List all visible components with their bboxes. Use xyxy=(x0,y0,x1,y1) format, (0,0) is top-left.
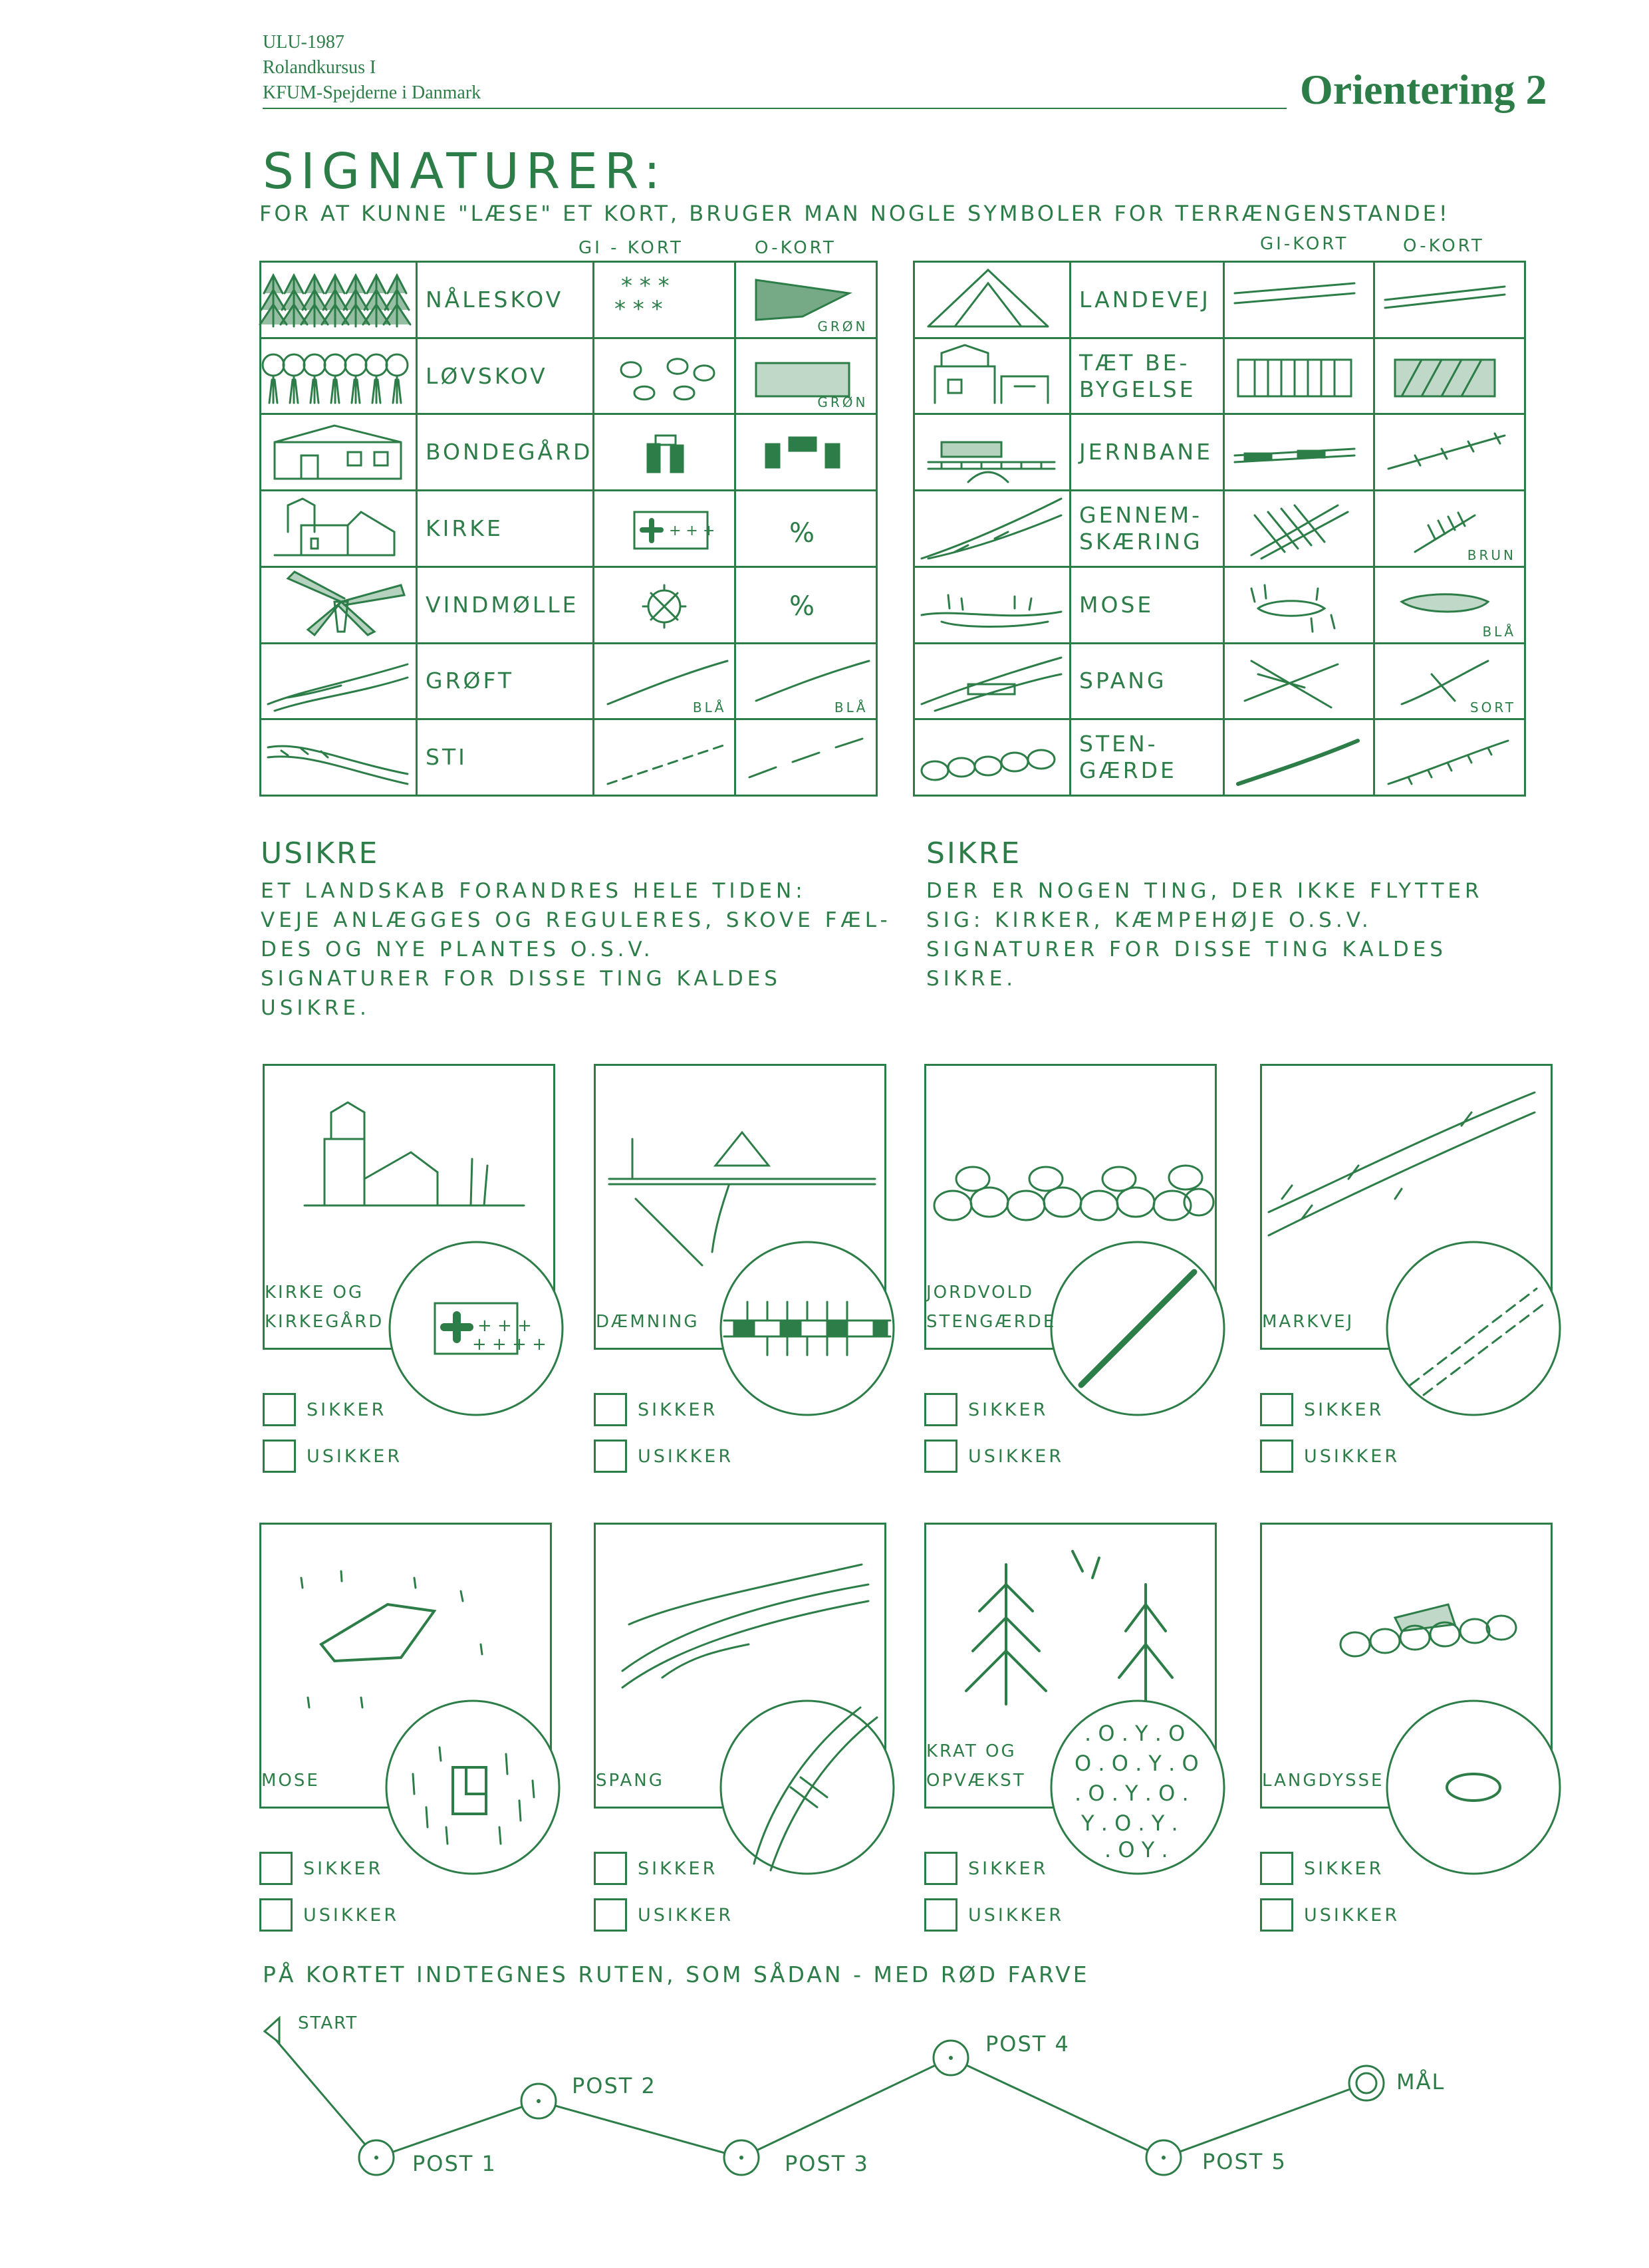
o-map-symbol xyxy=(736,724,876,791)
picture-cell xyxy=(914,567,1071,643)
checkbox-label: SIKKER xyxy=(1304,1399,1384,1420)
quiz-label-line: KIRKE OG xyxy=(265,1283,364,1303)
svg-text:. O . Y . O: . O . Y . O xyxy=(1084,1721,1186,1746)
symbol-label: VINDMØLLE xyxy=(426,591,579,618)
label-cell xyxy=(1071,567,1224,643)
gi-symbol-cell xyxy=(594,643,735,719)
sikker-checkbox-option[interactable] xyxy=(1260,1393,1384,1426)
picture-icon xyxy=(915,568,1069,642)
usikre-line: ET LANDSKAB FORANDRES HELE TIDEN: xyxy=(261,879,807,903)
post-marker xyxy=(1146,2140,1181,2175)
left-col-header-gi: GI - KORT xyxy=(578,238,684,258)
o-color-note: GRØN xyxy=(817,394,868,411)
goal-marker xyxy=(1349,2066,1384,2100)
checkbox[interactable] xyxy=(1260,1393,1293,1426)
symbol-row xyxy=(914,719,1525,796)
intro-text: FOR AT KUNNE "LÆSE" ET KORT, BRUGER MAN NOGLE SYMBOLER FOR TERRÆNGENSTANDE! xyxy=(259,201,1450,226)
o-symbol-cell xyxy=(735,719,877,796)
checkbox-label: USIKKER xyxy=(1304,1446,1400,1467)
checkbox-label: USIKKER xyxy=(303,1904,400,1926)
sikre-line: SIG: KIRKER, KÆMPEHØJE O.S.V. xyxy=(926,908,1372,932)
route-post-label: POST 1 xyxy=(412,2151,497,2176)
symbol-row xyxy=(261,262,877,338)
svg-text:+ + +: + + + xyxy=(669,522,715,539)
gi-symbol-cell xyxy=(1223,567,1374,643)
picture-cell xyxy=(914,643,1071,719)
checkbox-label: SIKKER xyxy=(968,1858,1049,1879)
route-post-label: POST 3 xyxy=(785,2151,869,2176)
gi-symbol-cell xyxy=(594,567,735,643)
o-color-note: SORT xyxy=(1469,699,1516,716)
checkbox-label: SIKKER xyxy=(638,1858,718,1879)
o-symbol-cell xyxy=(1374,414,1525,491)
quiz-label-line: MOSE xyxy=(261,1771,320,1791)
quiz-item-label xyxy=(261,1766,320,1795)
gi-symbol-cell xyxy=(594,338,735,414)
symbol-label: TÆT BE- BYGELSE xyxy=(1079,349,1196,402)
picture-cell xyxy=(914,719,1071,796)
checkbox-label: SIKKER xyxy=(968,1399,1049,1420)
gi-color-note: BLÅ xyxy=(692,699,727,716)
o-symbol-cell xyxy=(735,414,877,491)
svg-text:* * *: * * * xyxy=(621,272,670,299)
label-cell xyxy=(417,262,594,338)
checkbox-label: USIKKER xyxy=(1304,1904,1400,1926)
picture-icon xyxy=(915,263,1069,336)
checkbox[interactable] xyxy=(259,1852,293,1885)
symbol-row xyxy=(261,719,877,796)
sikker-checkbox-option[interactable] xyxy=(924,1852,1048,1885)
picture-icon xyxy=(261,340,416,413)
usikker-checkbox-option[interactable] xyxy=(1260,1440,1400,1473)
label-cell xyxy=(417,338,594,414)
label-cell xyxy=(1071,491,1224,567)
gi-symbol-cell xyxy=(1223,643,1374,719)
gi-map-symbol xyxy=(594,343,734,410)
o-map-symbol xyxy=(1375,267,1515,333)
sikker-checkbox-option[interactable] xyxy=(259,1852,383,1885)
symbol-row xyxy=(914,262,1525,338)
page-title: Orientering 2 xyxy=(1300,66,1547,113)
label-cell xyxy=(417,567,594,643)
o-symbol-cell xyxy=(1374,643,1525,719)
symbol-label: BONDEGÅRD xyxy=(426,439,593,465)
sikker-checkbox-option[interactable] xyxy=(594,1393,717,1426)
gi-map-symbol xyxy=(1225,572,1364,638)
picture-icon xyxy=(261,416,416,489)
label-cell xyxy=(1071,414,1224,491)
symbol-table-right xyxy=(913,261,1526,797)
symbol-label: MOSE xyxy=(1079,591,1154,618)
symbol-label: STEN- GÆRDE xyxy=(1079,731,1177,784)
gi-symbol-cell xyxy=(1223,719,1374,796)
picture-icon xyxy=(261,492,416,565)
symbol-table-left xyxy=(259,261,878,797)
svg-text:* * *: * * * xyxy=(614,295,664,322)
checkbox-label: USIKKER xyxy=(638,1904,734,1926)
svg-text:+ + +: + + + xyxy=(477,1316,532,1336)
left-col-header-o: O-KORT xyxy=(755,238,836,258)
usikker-checkbox-option[interactable] xyxy=(263,1440,402,1473)
symbol-label: KIRKE xyxy=(426,515,503,541)
right-col-header-o: O-KORT xyxy=(1403,236,1485,256)
label-cell xyxy=(1071,643,1224,719)
symbol-label: STI xyxy=(426,744,467,771)
gi-symbol-cell xyxy=(1223,491,1374,567)
gi-symbol-cell xyxy=(1223,338,1374,414)
usikre-text xyxy=(261,876,892,1023)
usikker-checkbox-option[interactable] xyxy=(1260,1898,1400,1932)
label-cell xyxy=(417,491,594,567)
o-color-note: BLÅ xyxy=(1482,623,1516,640)
symbol-row xyxy=(914,338,1525,414)
quiz-item-label xyxy=(926,1737,1026,1795)
sikker-checkbox-option[interactable] xyxy=(924,1393,1048,1426)
symbol-row xyxy=(914,643,1525,719)
symbol-label: LANDEVEJ xyxy=(1079,286,1211,313)
picture-icon xyxy=(915,416,1069,489)
o-symbol-cell xyxy=(735,338,877,414)
quiz-label-line: DÆMNING xyxy=(596,1312,699,1332)
quiz-label-line: MARKVEJ xyxy=(1262,1312,1354,1332)
picture-icon xyxy=(915,644,1069,717)
symbol-row xyxy=(914,567,1525,643)
o-symbol-cell xyxy=(1374,262,1525,338)
checkbox[interactable] xyxy=(594,1852,627,1885)
o-symbol-cell xyxy=(1374,567,1525,643)
sikker-checkbox-option[interactable] xyxy=(263,1393,386,1426)
header-line-organization: KFUM-Spejderne i Danmark xyxy=(263,82,481,103)
picture-cell xyxy=(261,719,417,796)
gi-map-symbol xyxy=(1225,495,1364,562)
sikre-text xyxy=(926,876,1483,993)
route-line xyxy=(271,2035,1366,2158)
checkbox-label: USIKKER xyxy=(968,1446,1065,1467)
o-color-note: BLÅ xyxy=(834,699,868,716)
quiz-item-label xyxy=(596,1307,699,1336)
gi-map-symbol xyxy=(1225,343,1364,410)
usikre-line: VEJE ANLÆGGES OG REGULERES, SKOVE FÆL- xyxy=(261,908,892,932)
usikre-title: USIKRE xyxy=(261,836,380,870)
quiz-item-label xyxy=(265,1278,384,1336)
o-color-note: BRUN xyxy=(1467,547,1516,563)
route-instruction: PÅ KORTET INDTEGNES RUTEN, SOM SÅDAN - MED RØD FARVE xyxy=(263,1961,1090,1987)
checkbox-label: SIKKER xyxy=(303,1858,384,1879)
gi-symbol-cell xyxy=(594,414,735,491)
route-post-label: POST 4 xyxy=(985,2031,1070,2057)
quiz-item-label xyxy=(1262,1307,1354,1336)
label-cell xyxy=(417,414,594,491)
sikre-title: SIKRE xyxy=(926,836,1022,870)
usikker-checkbox-option[interactable] xyxy=(259,1898,399,1932)
usikre-line: SIGNATURER FOR DISSE TING KALDES xyxy=(261,967,781,991)
label-cell xyxy=(1071,338,1224,414)
header-meta xyxy=(263,30,481,106)
symbol-row xyxy=(914,491,1525,567)
header-line-course-code: ULU-1987 xyxy=(263,32,344,53)
picture-icon xyxy=(261,263,416,336)
label-cell xyxy=(417,643,594,719)
quiz-label-line: STENGÆRDE xyxy=(926,1312,1057,1332)
checkbox[interactable] xyxy=(594,1898,627,1932)
o-symbol-cell xyxy=(1374,338,1525,414)
checkbox[interactable] xyxy=(924,1440,957,1473)
symbol-label: SPANG xyxy=(1079,668,1167,694)
symbol-label: NÅLESKOV xyxy=(426,286,564,313)
usikker-checkbox-option[interactable] xyxy=(924,1898,1064,1932)
o-symbol-cell xyxy=(735,262,877,338)
symbol-label: GRØFT xyxy=(426,668,515,694)
gi-symbol-cell xyxy=(594,491,735,567)
main-heading: SIGNATURER: xyxy=(263,143,667,200)
sikre-line: SIKRE. xyxy=(926,967,1017,991)
checkbox-label: SIKKER xyxy=(638,1399,718,1420)
gi-map-symbol xyxy=(1225,419,1364,485)
label-cell xyxy=(1071,719,1224,796)
checkbox[interactable] xyxy=(263,1440,296,1473)
picture-cell xyxy=(261,262,417,338)
post-marker xyxy=(934,2041,968,2075)
usikker-checkbox-option[interactable] xyxy=(594,1898,733,1932)
o-map-symbol xyxy=(736,495,876,562)
gi-map-symbol xyxy=(594,419,734,485)
quiz-label-line: SPANG xyxy=(596,1771,664,1791)
checkbox[interactable] xyxy=(924,1898,957,1932)
symbol-label: LØVSKOV xyxy=(426,362,548,389)
gi-symbol-cell xyxy=(1223,262,1374,338)
gi-symbol-cell xyxy=(594,719,735,796)
sikre-line: SIGNATURER FOR DISSE TING KALDES xyxy=(926,938,1447,961)
quiz-label-line: KIRKEGÅRD xyxy=(265,1312,384,1332)
route-post-label: POST 2 xyxy=(572,2073,656,2098)
picture-cell xyxy=(261,643,417,719)
checkbox[interactable] xyxy=(924,1393,957,1426)
svg-text:. O Y .: . O Y . xyxy=(1104,1837,1168,1862)
picture-cell xyxy=(261,414,417,491)
checkbox[interactable] xyxy=(924,1852,957,1885)
checkbox-label: USIKKER xyxy=(968,1904,1065,1926)
sikre-line: DER ER NOGEN TING, DER IKKE FLYTTER xyxy=(926,879,1483,903)
quiz-item-label xyxy=(926,1278,1056,1336)
quiz-label-line: OPVÆKST xyxy=(926,1771,1026,1791)
gi-map-symbol xyxy=(594,572,734,638)
svg-text:%: % xyxy=(789,590,815,622)
svg-text:+ + + +: + + + + xyxy=(472,1334,547,1354)
checkbox[interactable] xyxy=(1260,1852,1293,1885)
checkbox[interactable] xyxy=(594,1393,627,1426)
o-symbol-cell xyxy=(1374,491,1525,567)
picture-cell xyxy=(914,491,1071,567)
route-post-label: POST 5 xyxy=(1202,2149,1287,2174)
quiz-label-line: JORDVOLD xyxy=(926,1283,1035,1303)
checkbox-label: USIKKER xyxy=(307,1446,403,1467)
gi-map-symbol xyxy=(1225,648,1364,714)
label-cell xyxy=(417,719,594,796)
gi-map-symbol xyxy=(594,495,734,562)
svg-text:%: % xyxy=(789,517,815,549)
o-color-note: GRØN xyxy=(817,318,868,334)
o-map-symbol xyxy=(736,419,876,485)
picture-icon xyxy=(261,568,416,642)
picture-icon xyxy=(915,492,1069,565)
symbol-label: GENNEM- SKÆRING xyxy=(1079,501,1203,555)
o-symbol-cell xyxy=(735,567,877,643)
right-col-header-gi: GI-KORT xyxy=(1260,234,1349,254)
symbol-row xyxy=(914,414,1525,491)
o-map-symbol xyxy=(1375,419,1515,485)
picture-icon xyxy=(915,721,1069,794)
gi-map-symbol xyxy=(594,724,734,791)
checkbox[interactable] xyxy=(259,1898,293,1932)
usikre-line: USIKRE. xyxy=(261,996,370,1020)
picture-cell xyxy=(914,338,1071,414)
header-rule xyxy=(263,108,1287,109)
checkbox[interactable] xyxy=(1260,1898,1293,1932)
sikker-checkbox-option[interactable] xyxy=(1260,1852,1384,1885)
post-marker xyxy=(359,2140,394,2175)
sikker-checkbox-option[interactable] xyxy=(594,1852,717,1885)
symbol-row xyxy=(261,414,877,491)
svg-text:. O . Y . O .: . O . Y . O . xyxy=(1075,1781,1189,1806)
quiz-label-line: KRAT OG xyxy=(926,1741,1017,1761)
picture-cell xyxy=(914,262,1071,338)
picture-cell xyxy=(261,491,417,567)
svg-text:O . O . Y . O: O . O . Y . O xyxy=(1075,1751,1199,1776)
picture-cell xyxy=(914,414,1071,491)
checkbox-label: SIKKER xyxy=(1304,1858,1384,1879)
symbol-label: JERNBANE xyxy=(1079,439,1213,465)
checkbox[interactable] xyxy=(263,1393,296,1426)
quiz-label-line: LANGDYSSE xyxy=(1262,1771,1384,1791)
svg-text:Y . O . Y .: Y . O . Y . xyxy=(1081,1811,1178,1836)
picture-icon xyxy=(915,340,1069,413)
checkbox-label: USIKKER xyxy=(638,1446,734,1467)
symbol-row xyxy=(261,567,877,643)
gi-symbol-cell xyxy=(594,262,735,338)
gi-map-symbol xyxy=(1225,724,1364,791)
usikre-line: DES OG NYE PLANTES O.S.V. xyxy=(261,938,654,961)
gi-symbol-cell xyxy=(1223,414,1374,491)
checkbox-label: SIKKER xyxy=(307,1399,387,1420)
picture-cell xyxy=(261,338,417,414)
checkbox[interactable] xyxy=(594,1440,627,1473)
header-line-course-name: Rolandkursus I xyxy=(263,57,376,78)
o-symbol-cell xyxy=(735,491,877,567)
o-map-symbol xyxy=(1375,724,1515,791)
o-map-symbol xyxy=(1375,343,1515,410)
gi-map-symbol xyxy=(594,267,734,333)
picture-icon xyxy=(261,721,416,794)
picture-icon xyxy=(261,644,416,717)
symbol-row xyxy=(261,643,877,719)
start-triangle-marker xyxy=(265,2018,279,2043)
usikker-checkbox-option[interactable] xyxy=(594,1440,733,1473)
o-symbol-cell xyxy=(735,643,877,719)
checkbox[interactable] xyxy=(1260,1440,1293,1473)
o-symbol-cell xyxy=(1374,719,1525,796)
quiz-item-label xyxy=(1262,1766,1384,1795)
label-cell xyxy=(1071,262,1224,338)
post-marker xyxy=(521,2084,556,2118)
route-goal-label: MÅL xyxy=(1396,2069,1446,2094)
quiz-item-label xyxy=(596,1766,664,1795)
route-start-label: START xyxy=(298,2013,358,2033)
usikker-checkbox-option[interactable] xyxy=(924,1440,1064,1473)
gi-map-symbol xyxy=(1225,267,1364,333)
symbol-row xyxy=(261,491,877,567)
picture-cell xyxy=(261,567,417,643)
post-marker xyxy=(724,2140,759,2175)
symbol-row xyxy=(261,338,877,414)
o-map-symbol xyxy=(736,572,876,638)
